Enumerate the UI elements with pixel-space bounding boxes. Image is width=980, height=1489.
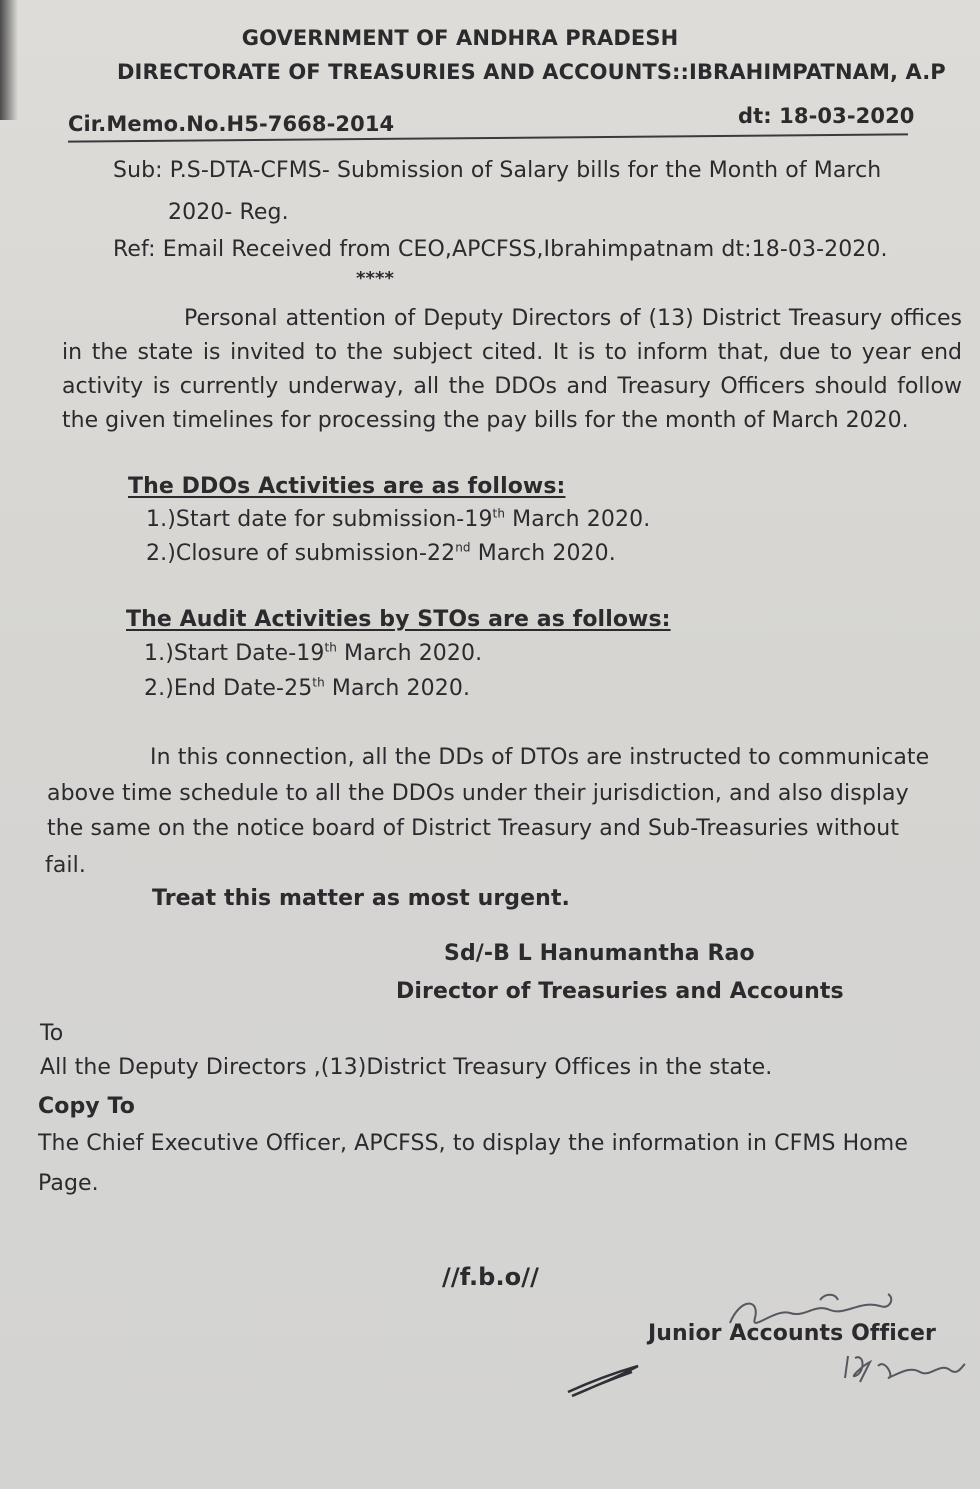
- audit-item-2-text: 2.)End Date-25: [144, 676, 313, 701]
- copy-to-line-2: Page.: [38, 1171, 99, 1196]
- ddo-item-1: [146, 506, 650, 534]
- ddo-heading: The DDOs Activities are as follows:: [128, 474, 566, 499]
- audit-heading: The Audit Activities by STOs are as follows:: [126, 607, 671, 632]
- paragraph-instruction-line-4: fail.: [45, 853, 86, 878]
- audit-item-2-month: March 2020.: [324, 676, 471, 701]
- separator-stars: ****: [356, 268, 395, 289]
- fbo-mark: //f.b.o//: [442, 1263, 539, 1291]
- pen-scribble-icon: [560, 1352, 650, 1402]
- paragraph-intro: Personal attention of Deputy Directors of (13) District Treasury offices in the state is invited to the subject cited. It is to inform that, due to year end activity is currently underway, all the DDOs and Treasury Officers should follow the given timelines for processing the pay bills for the month of March 2020.: [62, 306, 962, 433]
- subject-line-1: Sub: P.S-DTA-CFMS- Submission of Salary bills for the Month of March: [113, 158, 882, 183]
- header-government: GOVERNMENT OF ANDHRA PRADESH: [241, 26, 679, 50]
- to-recipient: All the Deputy Directors ,(13)District Treasury Offices in the state.: [40, 1055, 773, 1080]
- signatory-title: Director of Treasuries and Accounts: [396, 979, 844, 1004]
- header-directorate: DIRECTORATE OF TREASURIES AND ACCOUNTS::IBRAHIMPATNAM, A.P: [117, 60, 946, 84]
- paragraph-instruction-line-3: the same on the notice board of District Treasury and Sub-Treasuries without: [47, 816, 900, 841]
- ddo-item-1-text: 1.)Start date for submission-19: [146, 507, 493, 532]
- memo-number: Cir.Memo.No.H5-7668-2014: [68, 112, 395, 136]
- audit-item-1-month: March 2020.: [336, 641, 483, 666]
- ddo-item-1-month: March 2020.: [505, 507, 651, 532]
- ddo-item-2: [146, 540, 616, 568]
- ddo-item-2-sup: nd: [455, 540, 471, 555]
- ddo-item-2-text: 2.)Closure of submission-22: [146, 541, 456, 566]
- handwritten-date-icon: [840, 1348, 970, 1388]
- paragraph-instruction-line-2: above time schedule to all the DDOs under their jurisdiction, and also display: [47, 781, 909, 806]
- ddo-item-1-sup: th: [492, 506, 506, 521]
- memo-date: dt: 18-03-2020: [738, 104, 915, 128]
- audit-item-1-text: 1.)Start Date-19: [144, 641, 325, 666]
- paragraph-instruction-line-1: In this connection, all the DDs of DTOs are instructed to communicate: [150, 745, 930, 770]
- signatory-name: Sd/-B L Hanumantha Rao: [444, 941, 755, 966]
- to-label: To: [40, 1021, 64, 1046]
- reference-line: Ref: Email Received from CEO,APCFSS,Ibrahimpatnam dt:18-03-2020.: [113, 237, 888, 262]
- audit-item-2-sup: th: [312, 675, 325, 690]
- audit-item-1: [144, 640, 482, 668]
- copy-to-label: Copy To: [38, 1094, 135, 1119]
- copy-to-line-1: The Chief Executive Officer, APCFSS, to display the information in CFMS Home: [38, 1131, 908, 1156]
- urgent-note: Treat this matter as most urgent.: [152, 886, 571, 911]
- ddo-item-2-month: March 2020.: [470, 541, 616, 566]
- audit-item-1-sup: th: [324, 640, 337, 655]
- audit-item-2: [144, 675, 470, 703]
- subject-line-2: 2020- Reg.: [168, 200, 289, 225]
- photo-edge-shadow: [0, 0, 18, 120]
- officer-title: Junior Accounts Officer: [648, 1321, 936, 1346]
